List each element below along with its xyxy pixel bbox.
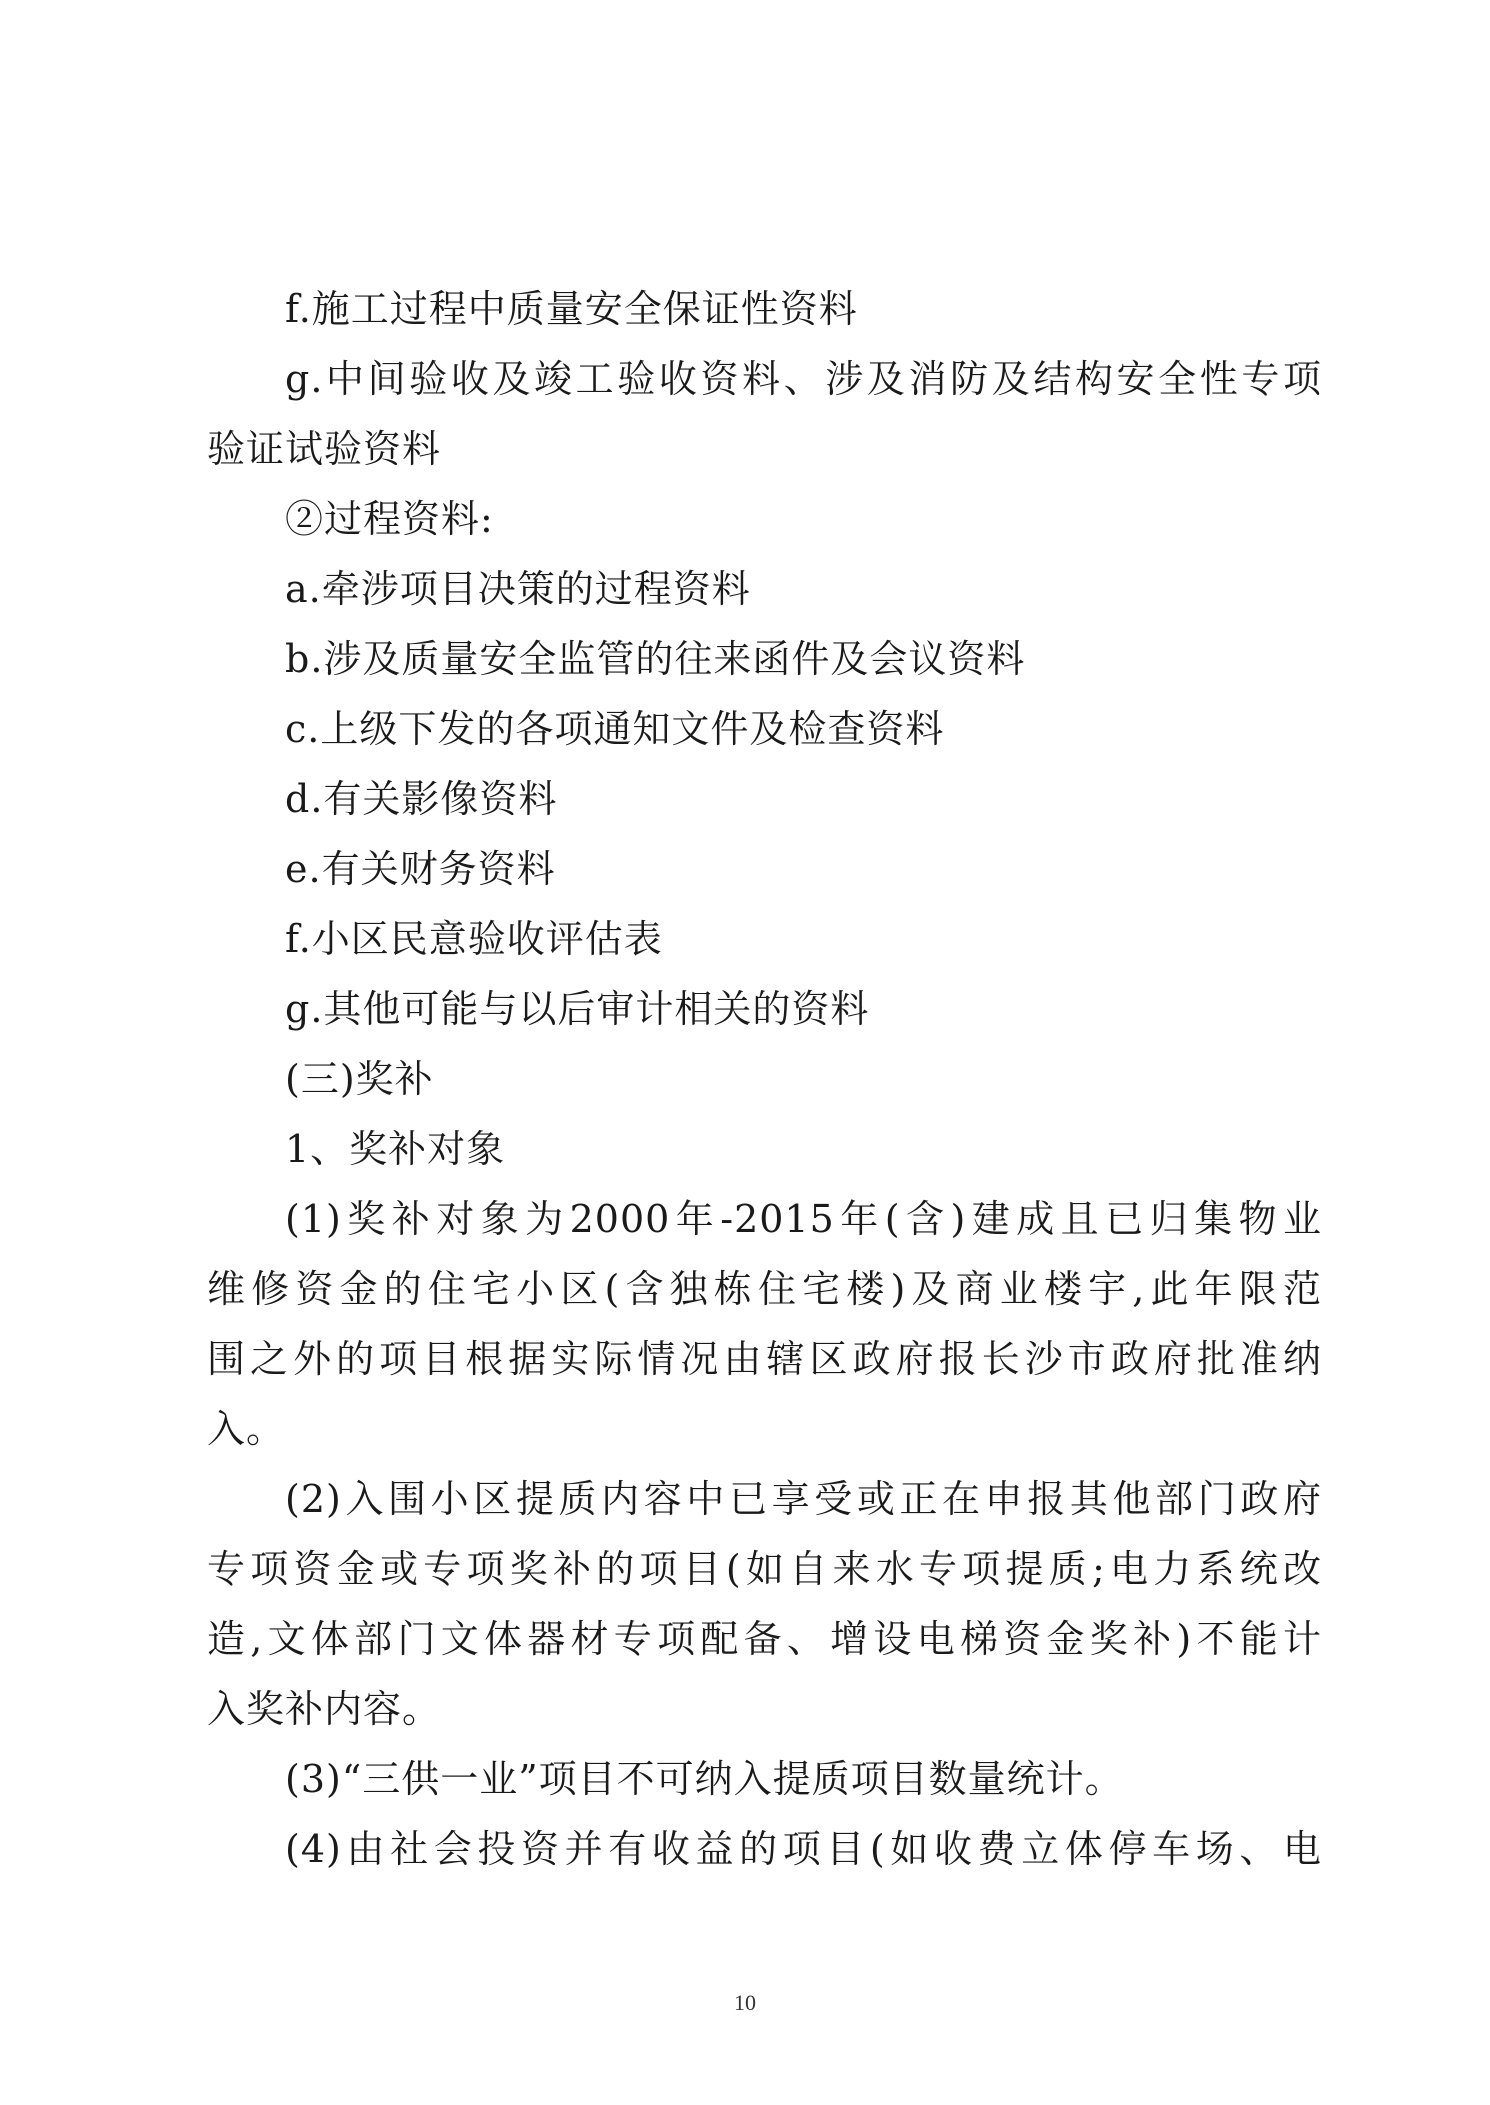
text-line: a.牵涉项目决策的过程资料: [285, 567, 751, 611]
text-line: f.小区民意验收评估表: [285, 917, 663, 961]
text-line: g.其他可能与以后审计相关的资料: [285, 987, 870, 1031]
text-line: (三)奖补: [285, 1057, 434, 1101]
text-line: f.施工过程中质量安全保证性资料: [285, 287, 858, 331]
text-line: b.涉及质量安全监管的往来函件及会议资料: [285, 637, 1026, 681]
text-line: ②过程资料:: [285, 497, 494, 541]
text-line: 维修资金的住宅小区(含独栋住宅楼)及商业楼宇,此年限范: [207, 1267, 1322, 1311]
document-body: [207, 274, 1322, 1884]
text-line: 1、奖补对象: [285, 1127, 506, 1171]
text-line: 入奖补内容。: [207, 1687, 442, 1731]
text-line: 围之外的项目根据实际情况由辖区政府报长沙市政府批准纳: [207, 1337, 1322, 1381]
text-line: (4)由社会投资并有收益的项目(如收费立体停车场、电: [285, 1827, 1322, 1871]
text-line: (1)奖补对象为2000年-2015年(含)建成且已归集物业: [285, 1197, 1322, 1241]
text-line: 专项资金或专项奖补的项目(如自来水专项提质;电力系统改: [207, 1547, 1322, 1591]
text-line: e.有关财务资料: [285, 847, 556, 891]
text-line: 造,文体部门文体器材专项配备、增设电梯资金奖补)不能计: [207, 1617, 1322, 1661]
page-number: 10: [734, 1990, 756, 2015]
text-line: 入。: [207, 1407, 286, 1451]
text-line: g.中间验收及竣工验收资料、涉及消防及结构安全性专项: [285, 357, 1322, 401]
text-line: (2)入围小区提质内容中已享受或正在申报其他部门政府: [285, 1477, 1322, 1521]
text-line: 验证试验资料: [207, 427, 442, 471]
text-line: c.上级下发的各项通知文件及检查资料: [285, 707, 945, 751]
text-line: (3)“三供一业”项目不可纳入提质项目数量统计。: [285, 1757, 1124, 1801]
text-line: d.有关影像资料: [285, 777, 558, 821]
